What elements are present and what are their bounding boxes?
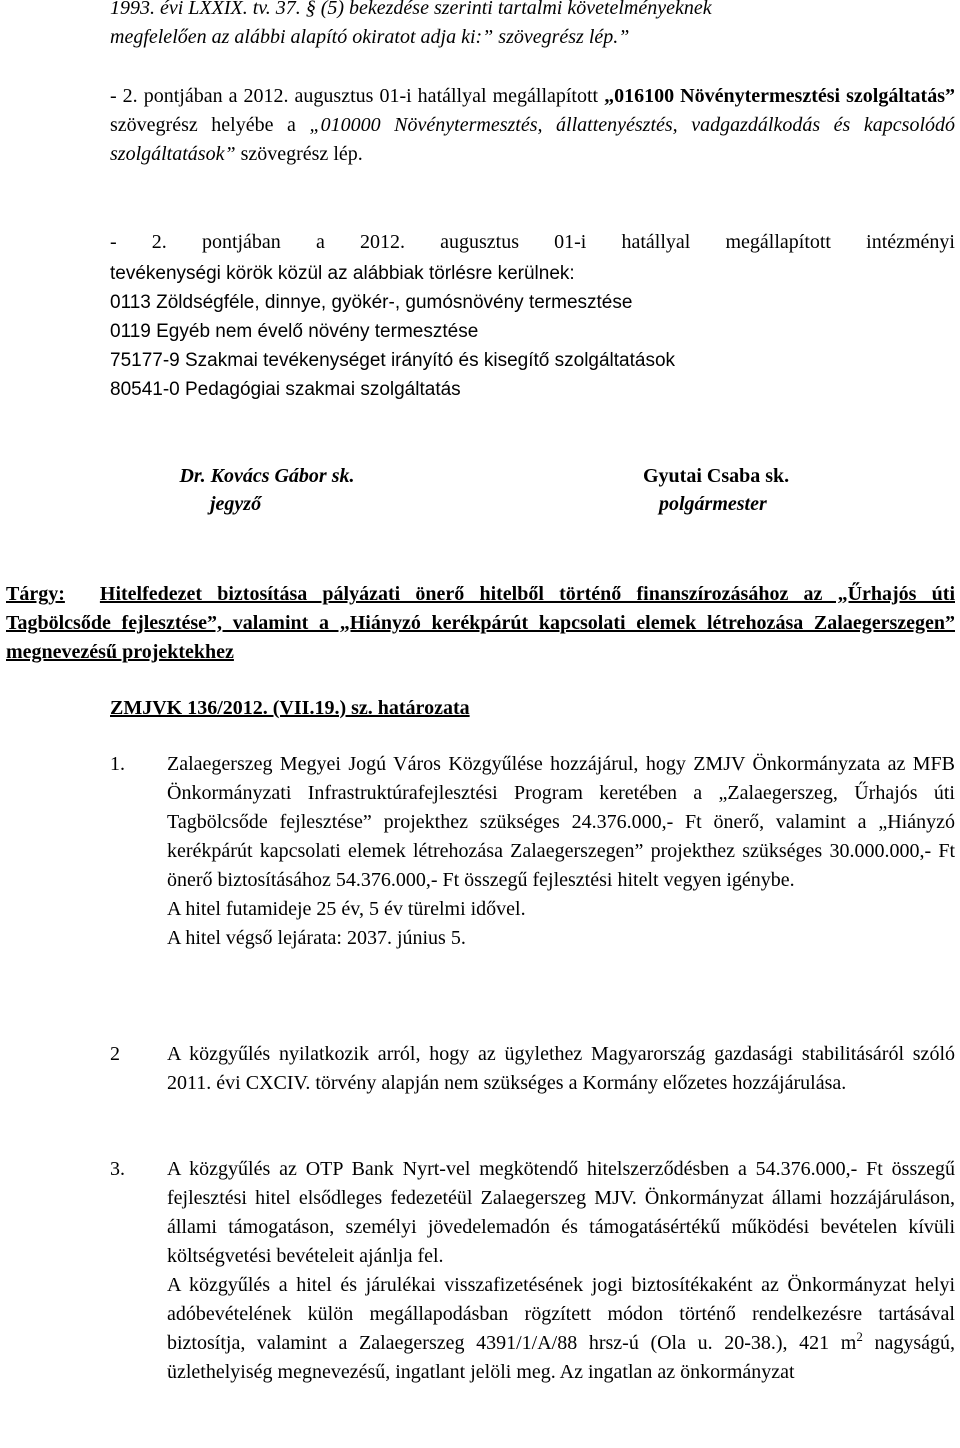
list-item: 75177-9 Szakmai tevékenységet irányító és kisegítő szolgáltatások [110,350,676,371]
point-3-number: 3. [110,1158,125,1180]
subject-label: Tárgy: [6,583,65,605]
signature-left-title: jegyző [210,493,262,515]
amendment-2-second-line: tevékenységi körök közül az alábbiak törlésre kerülnek: [110,263,575,284]
list-item: 0113 Zöldségféle, dinnye, gyökér-, gumósnövény termesztése [110,292,633,313]
resolution-title: ZMJVK 136/2012. (VII.19.) sz. határozata [110,697,470,719]
point-3-collateral-paragraph: A közgyűlés a hitel és járulékai visszafizetésének jogi biztosítékaként az Önkormányzat helyi adóbevételének külön megállapodásban rögzített módon történő rendelkezésre tartásával biztosítja, valamint a Zalaegerszeg 4391/1/A/88 hrsz-ú (Ola u. 20-38.), 421 $m^2$ nagyságú, üzlethelyiség megnevezésű, ingatlant jelöli meg. Az ingatlan az önkormányzat [167,1274,955,1383]
point-1 [110,750,955,953]
signature-right-name: Gyutai Csaba sk. [643,465,790,487]
amendment-1-lead: - 2. pontjában a 2012. augusztus 01-i hatállyal megállapított [110,85,605,107]
amendment-1-mid: szövegrész helyébe a [110,114,310,136]
point-2-number: 2 [110,1043,120,1065]
amendment-2-first-line: - 2. pontjában a 2012. augusztus 01-i hatállyal megállapított intézményi [110,231,955,253]
signature-left-name: Dr. Kovács Gábor sk. [179,465,355,487]
point-3 [110,1155,955,1387]
signature-right [643,462,873,491]
point-1-term: A hitel futamideje 25 év, 5 év türelmi idővel. [167,898,526,920]
intro-text [110,0,955,52]
point-1-number: 1. [110,753,125,775]
amendment-1-new-code: „010000 Növénytermesztés, állattenyésztés, vadgazdálkodás és kapcsolódó szolgáltatások” [110,114,955,165]
signature-right-title-wrap [659,490,889,519]
amendment-2 [110,228,955,257]
point-2-paragraph: A közgyűlés nyilatkozik arról, hogy az ügylethez Magyarország gazdasági stabilitásáról szóló 2011. évi CXCIV. törvény alapján nem szükséges a Kormány előzetes hozzájárulása. [167,1043,955,1094]
amendment-1-old-code: „016100 Növénytermesztési szolgáltatás” [604,85,956,107]
point-3-paragraph: A közgyűlés az OTP Bank Nyrt-vel megkötendő hitelszerződésben a 54.376.000,- Ft összegű fejlesztési hitel elsődleges fedezetéül Zalaegerszeg MJV. Önkormányzat állami hozzájáruláson, állami támogatáson, személyi jövedelemadón és támogatásértékű működési bevételen kívüli költségvetési bevételeit ajánlja fel. [167,1158,955,1267]
amendment-1-tail: szövegrész lép. [235,143,363,165]
amendment-2-list [110,259,955,404]
point-1-maturity: A hitel végső lejárata: 2037. június 5. [167,927,466,949]
point-1-paragraph: Zalaegerszeg Megyei Jogú Város Közgyűlése hozzájárul, hogy ZMJV Önkormányzata az MFB Önkormányzati Infrastruktúrafejlesztési Program keretében a „Zalaegerszeg, Űrhajós úti Tagbölcsőde fejlesztése” projekthez szükséges 24.376.000,- Ft önerő, valamint a „Hiányzó kerékpárút kapcsolati elemek létrehozása Zalaegerszegen” projekthez szükséges 30.000.000,- Ft önerő biztosításához 54.376.000,- Ft összegű fejlesztési hitelt vegyen igénybe. [167,753,955,891]
signature-right-title: polgármester [659,493,767,515]
intro-line-2: megfelelően az alábbi alapító okiratot adja ki:” szövegrész lép.” [110,26,630,48]
superscript-2: 2 [856,1329,863,1344]
list-item: 0119 Egyéb nem évelő növény termesztése [110,321,479,342]
intro-line-1: 1993. évi LXXIX. tv. 37. § (5) bekezdése szerinti tartalmi követelményeknek [110,0,712,19]
subject-text: Hitelfedezet biztosítása pályázati önerő hitelből történő finanszírozásához az „Űrhajós úti Tagbölcsőde fejlesztése”, valamint a „Hiányzó kerékpárút kapcsolati elemek létrehozása Zalaegerszegen” megnevezésű projektekhez [6,583,955,663]
subject [6,580,955,667]
point-2 [110,1040,955,1098]
amendment-1 [110,82,955,169]
signature-left [137,462,397,491]
list-item: 80541-0 Pedagógiai szakmai szolgáltatás [110,379,461,400]
signature-left-title-wrap [167,490,427,519]
